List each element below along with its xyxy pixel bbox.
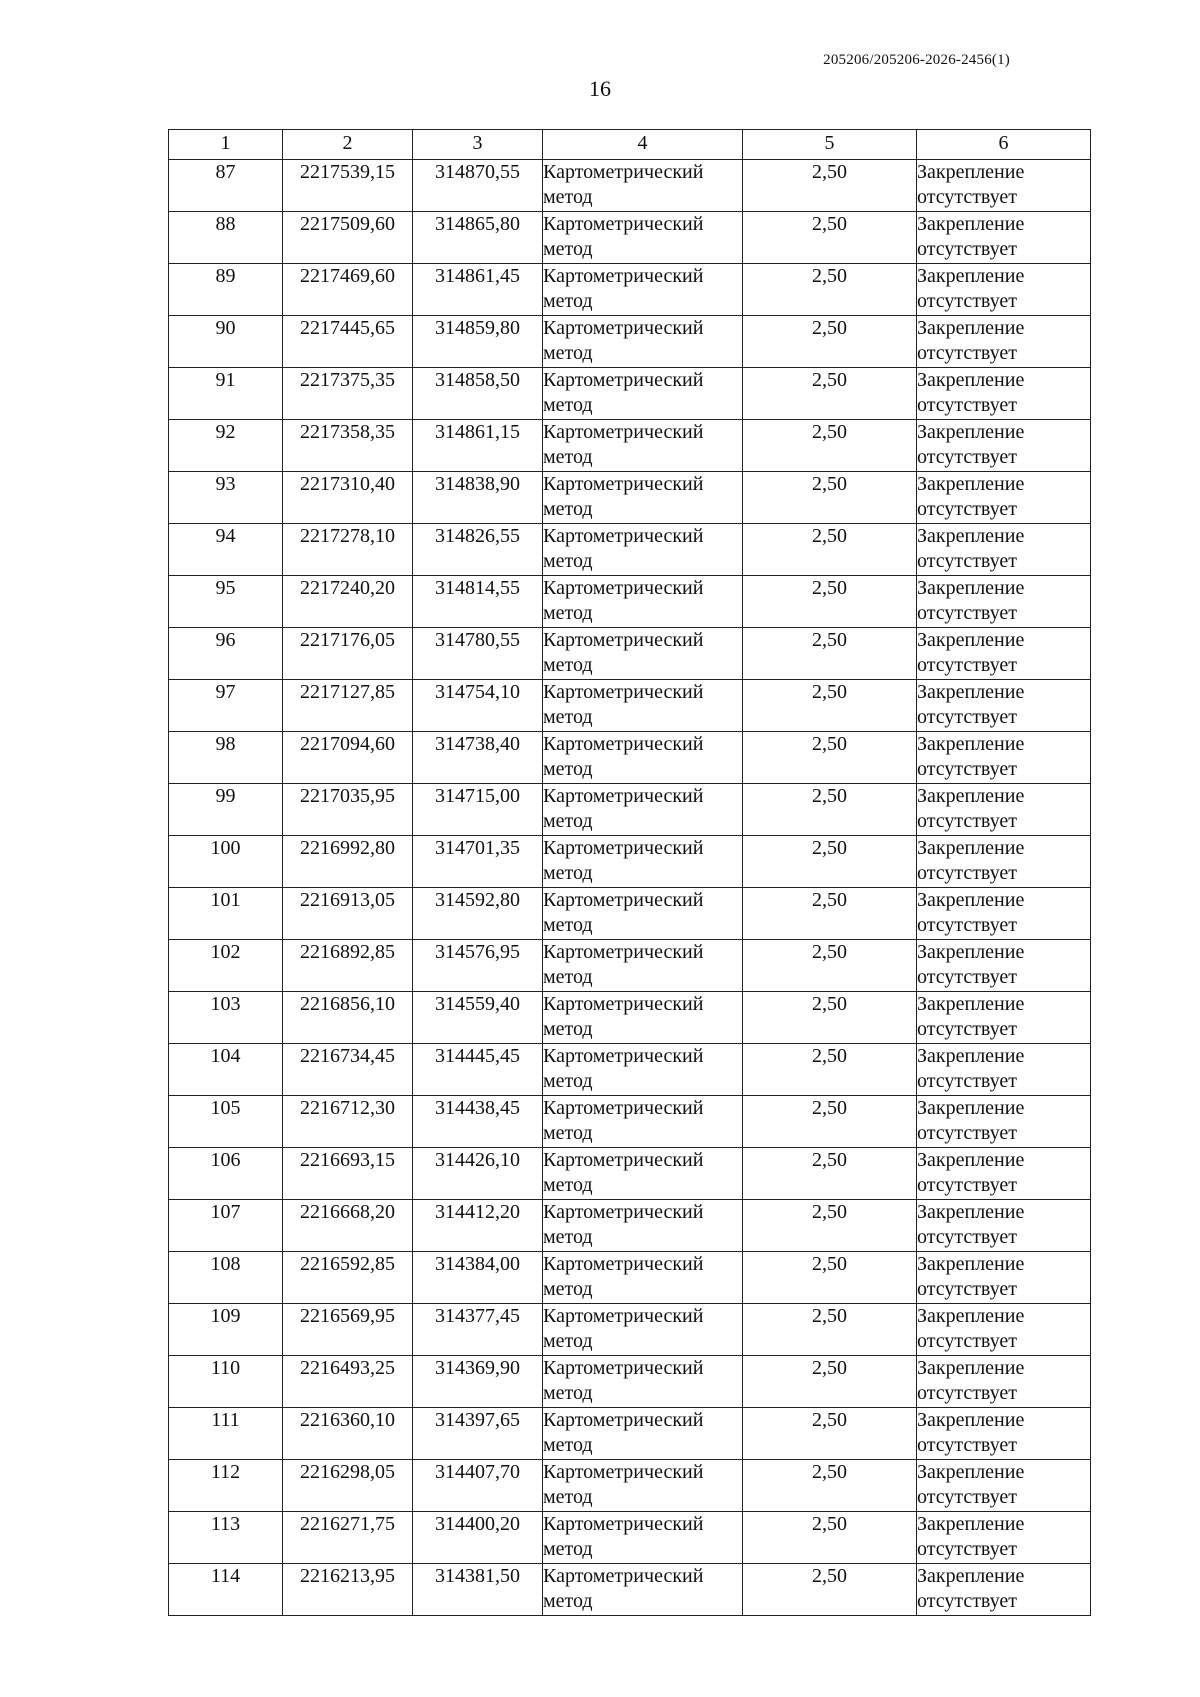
table-row bbox=[169, 1252, 1091, 1304]
fixation-cell: Закрепление отсутствует bbox=[917, 1564, 1091, 1616]
fixation-cell: Закрепление отсутствует bbox=[917, 1408, 1091, 1460]
point-number-cell: 92 bbox=[169, 420, 283, 472]
point-number-cell: 90 bbox=[169, 316, 283, 368]
accuracy-cell: 2,50 bbox=[743, 524, 917, 576]
point-number-cell: 94 bbox=[169, 524, 283, 576]
accuracy-cell: 2,50 bbox=[743, 1304, 917, 1356]
method-cell: Картометрический метод bbox=[543, 1512, 743, 1564]
accuracy-cell: 2,50 bbox=[743, 836, 917, 888]
method-cell: Картометрический метод bbox=[543, 420, 743, 472]
table-row bbox=[169, 628, 1091, 680]
coordinate-y-cell: 314397,65 bbox=[413, 1408, 543, 1460]
coordinate-x-cell: 2216360,10 bbox=[283, 1408, 413, 1460]
fixation-cell: Закрепление отсутствует bbox=[917, 1460, 1091, 1512]
fixation-cell: Закрепление отсутствует bbox=[917, 420, 1091, 472]
method-cell: Картометрический метод bbox=[543, 680, 743, 732]
fixation-cell: Закрепление отсутствует bbox=[917, 732, 1091, 784]
method-cell: Картометрический метод bbox=[543, 576, 743, 628]
coordinate-x-cell: 2217375,35 bbox=[283, 368, 413, 420]
method-cell: Картометрический метод bbox=[543, 1408, 743, 1460]
method-cell: Картометрический метод bbox=[543, 992, 743, 1044]
fixation-cell: Закрепление отсутствует bbox=[917, 1148, 1091, 1200]
point-number-cell: 112 bbox=[169, 1460, 283, 1512]
accuracy-cell: 2,50 bbox=[743, 1148, 917, 1200]
table-row bbox=[169, 316, 1091, 368]
coordinate-y-cell: 314865,80 bbox=[413, 212, 543, 264]
table-row bbox=[169, 1408, 1091, 1460]
coordinate-x-cell: 2216569,95 bbox=[283, 1304, 413, 1356]
point-number-cell: 110 bbox=[169, 1356, 283, 1408]
accuracy-cell: 2,50 bbox=[743, 1044, 917, 1096]
coordinate-y-cell: 314407,70 bbox=[413, 1460, 543, 1512]
fixation-cell: Закрепление отсутствует bbox=[917, 368, 1091, 420]
method-cell: Картометрический метод bbox=[543, 1356, 743, 1408]
coordinate-y-cell: 314715,00 bbox=[413, 784, 543, 836]
accuracy-cell: 2,50 bbox=[743, 940, 917, 992]
table-row bbox=[169, 836, 1091, 888]
column-header-5: 5 bbox=[743, 130, 917, 160]
document-code: 205206/205206-2026-2456(1) bbox=[823, 52, 1010, 68]
table-row bbox=[169, 472, 1091, 524]
table-row bbox=[169, 368, 1091, 420]
coordinate-x-cell: 2216693,15 bbox=[283, 1148, 413, 1200]
accuracy-cell: 2,50 bbox=[743, 1200, 917, 1252]
table-row bbox=[169, 1096, 1091, 1148]
coordinate-y-cell: 314814,55 bbox=[413, 576, 543, 628]
fixation-cell: Закрепление отсутствует bbox=[917, 212, 1091, 264]
coordinate-y-cell: 314445,45 bbox=[413, 1044, 543, 1096]
accuracy-cell: 2,50 bbox=[743, 680, 917, 732]
point-number-cell: 114 bbox=[169, 1564, 283, 1616]
point-number-cell: 93 bbox=[169, 472, 283, 524]
coordinate-x-cell: 2217539,15 bbox=[283, 160, 413, 212]
column-header-6: 6 bbox=[917, 130, 1091, 160]
coordinate-y-cell: 314412,20 bbox=[413, 1200, 543, 1252]
point-number-cell: 102 bbox=[169, 940, 283, 992]
column-header-2: 2 bbox=[283, 130, 413, 160]
table-row bbox=[169, 420, 1091, 472]
table-row bbox=[169, 680, 1091, 732]
fixation-cell: Закрепление отсутствует bbox=[917, 680, 1091, 732]
method-cell: Картометрический метод bbox=[543, 1460, 743, 1512]
coordinate-x-cell: 2216213,95 bbox=[283, 1564, 413, 1616]
table-row bbox=[169, 264, 1091, 316]
coordinate-x-cell: 2217035,95 bbox=[283, 784, 413, 836]
point-number-cell: 103 bbox=[169, 992, 283, 1044]
coordinate-y-cell: 314381,50 bbox=[413, 1564, 543, 1616]
fixation-cell: Закрепление отсутствует bbox=[917, 1304, 1091, 1356]
coordinate-x-cell: 2217240,20 bbox=[283, 576, 413, 628]
column-header-4: 4 bbox=[543, 130, 743, 160]
fixation-cell: Закрепление отсутствует bbox=[917, 1200, 1091, 1252]
coordinate-x-cell: 2216892,85 bbox=[283, 940, 413, 992]
coordinate-y-cell: 314559,40 bbox=[413, 992, 543, 1044]
table-row bbox=[169, 732, 1091, 784]
method-cell: Картометрический метод bbox=[543, 732, 743, 784]
coordinate-y-cell: 314369,90 bbox=[413, 1356, 543, 1408]
fixation-cell: Закрепление отсутствует bbox=[917, 1512, 1091, 1564]
fixation-cell: Закрепление отсутствует bbox=[917, 628, 1091, 680]
method-cell: Картометрический метод bbox=[543, 836, 743, 888]
method-cell: Картометрический метод bbox=[543, 1096, 743, 1148]
accuracy-cell: 2,50 bbox=[743, 1460, 917, 1512]
point-number-cell: 104 bbox=[169, 1044, 283, 1096]
method-cell: Картометрический метод bbox=[543, 212, 743, 264]
method-cell: Картометрический метод bbox=[543, 160, 743, 212]
table-row bbox=[169, 784, 1091, 836]
method-cell: Картометрический метод bbox=[543, 1252, 743, 1304]
header-row bbox=[169, 130, 1091, 160]
coordinate-x-cell: 2216712,30 bbox=[283, 1096, 413, 1148]
coordinates-table bbox=[168, 129, 1091, 1616]
method-cell: Картометрический метод bbox=[543, 472, 743, 524]
point-number-cell: 100 bbox=[169, 836, 283, 888]
point-number-cell: 113 bbox=[169, 1512, 283, 1564]
fixation-cell: Закрепление отсутствует bbox=[917, 472, 1091, 524]
point-number-cell: 111 bbox=[169, 1408, 283, 1460]
fixation-cell: Закрепление отсутствует bbox=[917, 524, 1091, 576]
fixation-cell: Закрепление отсутствует bbox=[917, 576, 1091, 628]
method-cell: Картометрический метод bbox=[543, 1304, 743, 1356]
coordinate-y-cell: 314858,50 bbox=[413, 368, 543, 420]
coordinate-y-cell: 314592,80 bbox=[413, 888, 543, 940]
point-number-cell: 101 bbox=[169, 888, 283, 940]
point-number-cell: 91 bbox=[169, 368, 283, 420]
table-row bbox=[169, 212, 1091, 264]
table-row bbox=[169, 1044, 1091, 1096]
column-header-1: 1 bbox=[169, 130, 283, 160]
fixation-cell: Закрепление отсутствует bbox=[917, 1044, 1091, 1096]
method-cell: Картометрический метод bbox=[543, 888, 743, 940]
point-number-cell: 107 bbox=[169, 1200, 283, 1252]
method-cell: Картометрический метод bbox=[543, 1148, 743, 1200]
accuracy-cell: 2,50 bbox=[743, 316, 917, 368]
point-number-cell: 109 bbox=[169, 1304, 283, 1356]
coordinate-y-cell: 314576,95 bbox=[413, 940, 543, 992]
method-cell: Картометрический метод bbox=[543, 1200, 743, 1252]
accuracy-cell: 2,50 bbox=[743, 1096, 917, 1148]
point-number-cell: 87 bbox=[169, 160, 283, 212]
method-cell: Картометрический метод bbox=[543, 316, 743, 368]
coordinate-y-cell: 314438,45 bbox=[413, 1096, 543, 1148]
fixation-cell: Закрепление отсутствует bbox=[917, 992, 1091, 1044]
table-row bbox=[169, 524, 1091, 576]
accuracy-cell: 2,50 bbox=[743, 628, 917, 680]
point-number-cell: 96 bbox=[169, 628, 283, 680]
coordinate-x-cell: 2217127,85 bbox=[283, 680, 413, 732]
point-number-cell: 89 bbox=[169, 264, 283, 316]
table-row bbox=[169, 1512, 1091, 1564]
coordinate-x-cell: 2217509,60 bbox=[283, 212, 413, 264]
accuracy-cell: 2,50 bbox=[743, 160, 917, 212]
table-row bbox=[169, 888, 1091, 940]
point-number-cell: 108 bbox=[169, 1252, 283, 1304]
point-number-cell: 88 bbox=[169, 212, 283, 264]
coordinate-y-cell: 314861,15 bbox=[413, 420, 543, 472]
coordinate-x-cell: 2217358,35 bbox=[283, 420, 413, 472]
coordinate-y-cell: 314826,55 bbox=[413, 524, 543, 576]
table-body bbox=[169, 160, 1091, 1616]
fixation-cell: Закрепление отсутствует bbox=[917, 316, 1091, 368]
coordinate-y-cell: 314780,55 bbox=[413, 628, 543, 680]
table-row bbox=[169, 1564, 1091, 1616]
fixation-cell: Закрепление отсутствует bbox=[917, 1356, 1091, 1408]
fixation-cell: Закрепление отсутствует bbox=[917, 940, 1091, 992]
method-cell: Картометрический метод bbox=[543, 264, 743, 316]
coordinate-y-cell: 314838,90 bbox=[413, 472, 543, 524]
accuracy-cell: 2,50 bbox=[743, 1512, 917, 1564]
method-cell: Картометрический метод bbox=[543, 628, 743, 680]
point-number-cell: 97 bbox=[169, 680, 283, 732]
point-number-cell: 98 bbox=[169, 732, 283, 784]
table-row bbox=[169, 1460, 1091, 1512]
fixation-cell: Закрепление отсутствует bbox=[917, 1252, 1091, 1304]
coordinate-x-cell: 2216856,10 bbox=[283, 992, 413, 1044]
coordinate-x-cell: 2216734,45 bbox=[283, 1044, 413, 1096]
accuracy-cell: 2,50 bbox=[743, 420, 917, 472]
table-row bbox=[169, 576, 1091, 628]
accuracy-cell: 2,50 bbox=[743, 992, 917, 1044]
coordinate-y-cell: 314870,55 bbox=[413, 160, 543, 212]
coordinate-x-cell: 2217469,60 bbox=[283, 264, 413, 316]
point-number-cell: 95 bbox=[169, 576, 283, 628]
point-number-cell: 106 bbox=[169, 1148, 283, 1200]
point-number-cell: 105 bbox=[169, 1096, 283, 1148]
point-number-cell: 99 bbox=[169, 784, 283, 836]
coordinate-y-cell: 314426,10 bbox=[413, 1148, 543, 1200]
accuracy-cell: 2,50 bbox=[743, 732, 917, 784]
table-row bbox=[169, 1200, 1091, 1252]
coordinate-x-cell: 2217094,60 bbox=[283, 732, 413, 784]
coordinate-x-cell: 2217310,40 bbox=[283, 472, 413, 524]
table-row bbox=[169, 1356, 1091, 1408]
fixation-cell: Закрепление отсутствует bbox=[917, 160, 1091, 212]
fixation-cell: Закрепление отсутствует bbox=[917, 836, 1091, 888]
table-header bbox=[169, 130, 1091, 160]
table-row bbox=[169, 1304, 1091, 1356]
method-cell: Картометрический метод bbox=[543, 368, 743, 420]
accuracy-cell: 2,50 bbox=[743, 264, 917, 316]
coordinate-x-cell: 2216668,20 bbox=[283, 1200, 413, 1252]
fixation-cell: Закрепление отсутствует bbox=[917, 264, 1091, 316]
coordinate-x-cell: 2217278,10 bbox=[283, 524, 413, 576]
accuracy-cell: 2,50 bbox=[743, 1356, 917, 1408]
accuracy-cell: 2,50 bbox=[743, 1408, 917, 1460]
column-header-3: 3 bbox=[413, 130, 543, 160]
accuracy-cell: 2,50 bbox=[743, 1252, 917, 1304]
fixation-cell: Закрепление отсутствует bbox=[917, 888, 1091, 940]
fixation-cell: Закрепление отсутствует bbox=[917, 784, 1091, 836]
coordinate-x-cell: 2216913,05 bbox=[283, 888, 413, 940]
coordinate-x-cell: 2217176,05 bbox=[283, 628, 413, 680]
coordinate-y-cell: 314384,00 bbox=[413, 1252, 543, 1304]
coordinate-x-cell: 2216271,75 bbox=[283, 1512, 413, 1564]
coordinate-y-cell: 314400,20 bbox=[413, 1512, 543, 1564]
coordinate-y-cell: 314859,80 bbox=[413, 316, 543, 368]
method-cell: Картометрический метод bbox=[543, 1564, 743, 1616]
accuracy-cell: 2,50 bbox=[743, 784, 917, 836]
table-row bbox=[169, 160, 1091, 212]
page-number: 16 bbox=[589, 76, 611, 101]
coordinate-y-cell: 314738,40 bbox=[413, 732, 543, 784]
accuracy-cell: 2,50 bbox=[743, 576, 917, 628]
accuracy-cell: 2,50 bbox=[743, 888, 917, 940]
fixation-cell: Закрепление отсутствует bbox=[917, 1096, 1091, 1148]
accuracy-cell: 2,50 bbox=[743, 368, 917, 420]
coordinate-x-cell: 2216592,85 bbox=[283, 1252, 413, 1304]
coordinate-y-cell: 314861,45 bbox=[413, 264, 543, 316]
table-row bbox=[169, 992, 1091, 1044]
coordinate-x-cell: 2216493,25 bbox=[283, 1356, 413, 1408]
method-cell: Картометрический метод bbox=[543, 524, 743, 576]
coordinate-x-cell: 2216992,80 bbox=[283, 836, 413, 888]
coordinate-y-cell: 314754,10 bbox=[413, 680, 543, 732]
accuracy-cell: 2,50 bbox=[743, 212, 917, 264]
table-row bbox=[169, 940, 1091, 992]
coordinate-x-cell: 2216298,05 bbox=[283, 1460, 413, 1512]
coordinate-y-cell: 314701,35 bbox=[413, 836, 543, 888]
method-cell: Картометрический метод bbox=[543, 940, 743, 992]
coordinate-y-cell: 314377,45 bbox=[413, 1304, 543, 1356]
table-row bbox=[169, 1148, 1091, 1200]
method-cell: Картометрический метод bbox=[543, 784, 743, 836]
method-cell: Картометрический метод bbox=[543, 1044, 743, 1096]
accuracy-cell: 2,50 bbox=[743, 472, 917, 524]
accuracy-cell: 2,50 bbox=[743, 1564, 917, 1616]
coordinate-x-cell: 2217445,65 bbox=[283, 316, 413, 368]
